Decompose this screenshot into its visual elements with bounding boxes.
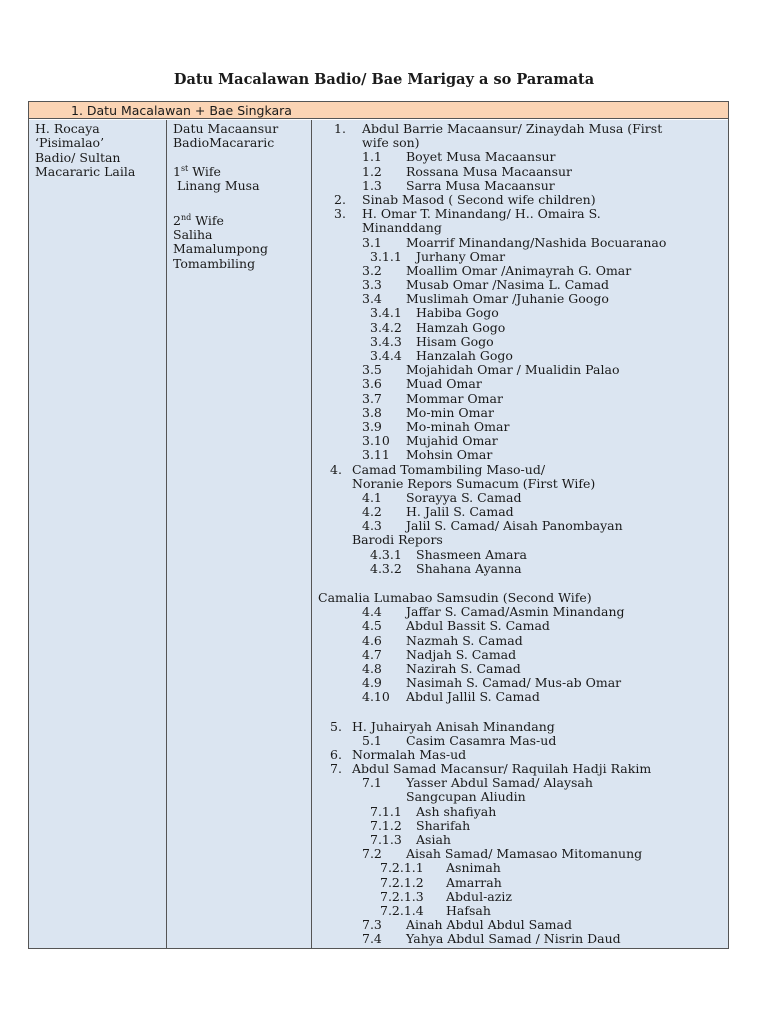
list-item-text: Mujahid Omar bbox=[406, 433, 498, 449]
list-item-number: 3.4.2 bbox=[370, 319, 402, 335]
list-item-text: Aisah Samad/ Mamasao Mitomanung bbox=[406, 846, 643, 862]
list-item-continuation bbox=[312, 576, 728, 591]
second-wife-name-line: Mamalumpong bbox=[173, 241, 269, 257]
list-item-number: 7.1.2 bbox=[370, 817, 402, 833]
list-item-number: 7.2.1.1 bbox=[380, 860, 424, 876]
list-item-text: Nazmah S. Camad bbox=[406, 632, 523, 648]
list-item-number: 3.5 bbox=[362, 362, 382, 378]
second-wife-name-line: Saliha bbox=[173, 227, 213, 243]
list-item-text: Sangcupan Aliudin bbox=[406, 789, 526, 805]
list-item-text: Sharifah bbox=[416, 817, 471, 833]
list-item-number: 3.9 bbox=[362, 418, 382, 434]
list-item-text: Ainah Abdul Abdul Samad bbox=[406, 917, 572, 933]
list-item-number: 7.2.1.4 bbox=[380, 902, 424, 918]
list-item-number: 3.11 bbox=[362, 447, 390, 463]
list-item-continuation bbox=[312, 136, 728, 150]
list-item-text: Noranie Repors Sumacum (First Wife) bbox=[352, 475, 596, 491]
list-item-number: 7.2 bbox=[362, 846, 382, 862]
list-item-number: 7.1.1 bbox=[370, 803, 402, 819]
list-item bbox=[312, 776, 728, 790]
list-item-number: 7.2.1.2 bbox=[380, 874, 424, 890]
list-item bbox=[312, 562, 728, 576]
list-item bbox=[312, 505, 728, 519]
list-item bbox=[312, 720, 728, 734]
list-item-number: 7.1.3 bbox=[370, 832, 402, 847]
list-item-number: 3.2 bbox=[362, 262, 382, 278]
list-item-text: Asiah bbox=[416, 832, 451, 847]
list-item-text: Amarrah bbox=[446, 874, 502, 890]
first-wife-heading: 1st Wife bbox=[173, 163, 221, 179]
list-item-number: 3.7 bbox=[362, 390, 382, 406]
list-item-text: Abdul Samad Macansur/ Raquilah Hadji Rakim bbox=[352, 761, 652, 777]
list-item-continuation bbox=[312, 790, 728, 804]
list-item-text: Hanzalah Gogo bbox=[416, 348, 513, 363]
page-title: Datu Macalawan Badio/ Bae Marigay a so Paramata bbox=[173, 71, 595, 88]
list-item-text: Shasmeen Amara bbox=[416, 546, 527, 562]
list-item-number: 7.3 bbox=[362, 917, 382, 933]
children-column bbox=[312, 120, 728, 948]
list-item-text: Shahana Ayanna bbox=[416, 560, 522, 576]
list-item-text: Nasimah S. Camad/ Mus-ab Omar bbox=[406, 675, 622, 691]
list-item-text: Musab Omar /Nasima L. Camad bbox=[406, 277, 610, 293]
list-item-number: 7.2.1.3 bbox=[380, 888, 424, 904]
list-item bbox=[312, 349, 728, 363]
list-item-text: Asnimah bbox=[446, 860, 501, 876]
list-item-number: 7.1 bbox=[362, 775, 382, 791]
list-item-number: 1. bbox=[334, 121, 346, 136]
list-item bbox=[312, 904, 728, 918]
list-item-continuation bbox=[312, 705, 728, 720]
list-item-text: H. Jalil S. Camad bbox=[406, 504, 514, 520]
list-item-text: Barodi Repors bbox=[352, 532, 443, 548]
list-item-number: 4.3 bbox=[362, 518, 382, 534]
second-wife-heading: 2nd Wife bbox=[173, 212, 224, 228]
list-item-number: 3.1.1 bbox=[370, 248, 402, 264]
list-item-text: Ash shafiyah bbox=[416, 803, 497, 819]
family-table bbox=[28, 101, 729, 949]
list-item bbox=[312, 833, 728, 847]
list-item-number: 4.9 bbox=[362, 675, 382, 691]
parent-column bbox=[29, 120, 167, 948]
list-item bbox=[312, 890, 728, 904]
list-item-number: 7.4 bbox=[362, 931, 382, 947]
list-item bbox=[312, 762, 728, 776]
list-item-text: Jaffar S. Camad/Asmin Minandang bbox=[406, 604, 625, 620]
list-item-text: H. Juhairyah Anisah Minandang bbox=[352, 718, 555, 734]
list-item-number: 6. bbox=[330, 746, 342, 762]
list-item-text: Nadjah S. Camad bbox=[406, 646, 517, 662]
list-item bbox=[312, 861, 728, 875]
list-item-number: 4. bbox=[330, 461, 342, 477]
list-item-text: Mo-min Omar bbox=[406, 404, 494, 420]
second-wife-name-line: Tomambiling bbox=[173, 255, 256, 271]
list-item-text: Mojahidah Omar / Mualidin Palao bbox=[406, 362, 620, 378]
list-item-number: 4.10 bbox=[362, 689, 390, 705]
list-item-number: 2. bbox=[334, 191, 346, 207]
list-item-number: 4.3.2 bbox=[370, 560, 402, 576]
list-item bbox=[312, 847, 728, 861]
spouse-column bbox=[167, 120, 312, 948]
list-item-number: 3.8 bbox=[362, 404, 382, 420]
parent-name-line: Badio/ Sultan bbox=[35, 149, 121, 165]
list-item-number: 4.2 bbox=[362, 504, 382, 520]
list-item bbox=[312, 491, 728, 505]
list-item-number: 4.6 bbox=[362, 632, 382, 648]
list-item bbox=[312, 122, 728, 136]
list-item bbox=[312, 306, 728, 320]
list-item-number: 4.7 bbox=[362, 646, 382, 662]
list-item-text: Hisam Gogo bbox=[416, 333, 494, 349]
list-item-text: Hafsah bbox=[446, 902, 491, 918]
list-item bbox=[312, 292, 728, 306]
list-item-number: 3.3 bbox=[362, 277, 382, 293]
list-item bbox=[312, 734, 728, 748]
list-item-text: wife son) bbox=[362, 135, 420, 151]
list-item-text: Abdul Bassit S. Camad bbox=[406, 618, 550, 634]
list-item bbox=[312, 321, 728, 335]
list-item-text: Muslimah Omar /Juhanie Googo bbox=[406, 291, 609, 307]
list-item-text: Abdul-aziz bbox=[446, 888, 512, 904]
list-item-number: 5.1 bbox=[362, 732, 382, 748]
list-item-text: Yahya Abdul Samad / Nisrin Daud bbox=[406, 931, 621, 947]
list-item bbox=[312, 406, 728, 420]
list-item bbox=[312, 179, 728, 193]
list-item-text: Abdul Jallil S. Camad bbox=[406, 689, 540, 705]
list-item-text: Yasser Abdul Samad/ Alaysah bbox=[406, 775, 593, 791]
list-item bbox=[312, 420, 728, 434]
list-item-number: 3.4.4 bbox=[370, 348, 402, 363]
list-item-continuation bbox=[312, 533, 728, 547]
list-item bbox=[312, 392, 728, 406]
list-item-text: Normalah Mas-ud bbox=[352, 746, 467, 762]
list-item bbox=[312, 363, 728, 377]
list-item-number: 4.4 bbox=[362, 604, 382, 620]
list-item-text: Abdul Barrie Macaansur/ Zinaydah Musa (First bbox=[362, 121, 663, 136]
list-item bbox=[312, 278, 728, 292]
list-item-text: Moallim Omar /Animayrah G. Omar bbox=[406, 262, 632, 278]
list-item bbox=[312, 519, 728, 533]
list-item-number: 5. bbox=[330, 718, 342, 734]
list-item-number: 3.1 bbox=[362, 234, 382, 250]
list-item-text: Moarrif Minandang/Nashida Bocuaranao bbox=[406, 234, 667, 250]
list-item bbox=[312, 634, 728, 648]
list-item-text: Boyet Musa Macaansur bbox=[406, 149, 556, 165]
list-item-text: Muad Omar bbox=[406, 376, 482, 392]
list-item-text: Habiba Gogo bbox=[416, 305, 499, 321]
list-item bbox=[312, 207, 728, 221]
list-item-text: Mohsin Omar bbox=[406, 447, 493, 463]
list-item-number: 4.5 bbox=[362, 618, 382, 634]
list-item bbox=[312, 236, 728, 250]
list-item-number: 3.4 bbox=[362, 291, 382, 307]
list-item-text: Casim Casamra Mas-ud bbox=[406, 732, 557, 748]
list-item bbox=[312, 548, 728, 562]
list-item-number: 3.4.3 bbox=[370, 333, 402, 349]
list-item bbox=[312, 434, 728, 448]
list-item-number: 7. bbox=[330, 761, 342, 777]
list-item-text: Sorayya S. Camad bbox=[406, 489, 522, 505]
list-item bbox=[312, 690, 728, 704]
list-item bbox=[312, 165, 728, 179]
list-item-text: Jurhany Omar bbox=[416, 248, 506, 264]
list-item bbox=[312, 648, 728, 662]
list-item bbox=[312, 193, 728, 207]
list-item bbox=[312, 448, 728, 462]
list-item-text: Sarra Musa Macaansur bbox=[406, 177, 555, 193]
list-item bbox=[312, 662, 728, 676]
list-item-text: Mommar Omar bbox=[406, 390, 503, 406]
list-item-continuation bbox=[312, 591, 728, 605]
husband-name-line: Datu Macaansur bbox=[173, 121, 279, 136]
first-wife-name: Linang Musa bbox=[177, 178, 260, 194]
table-header-row: 1. Datu Macalawan + Bae Singkara bbox=[29, 102, 728, 119]
list-item-number: 3.6 bbox=[362, 376, 382, 392]
list-item bbox=[312, 619, 728, 633]
list-item-number: 1.1 bbox=[362, 149, 382, 165]
list-item bbox=[312, 876, 728, 890]
list-item bbox=[312, 805, 728, 819]
parent-name-line: ‘Pisimalao’ bbox=[35, 135, 105, 151]
list-item-number: 3. bbox=[334, 206, 346, 222]
list-item-number: 3.4.1 bbox=[370, 305, 402, 321]
list-item bbox=[312, 463, 728, 477]
list-item bbox=[312, 250, 728, 264]
list-item bbox=[312, 377, 728, 391]
husband-name-line: BadioMacararic bbox=[173, 135, 275, 151]
list-item bbox=[312, 932, 728, 946]
list-item-number: 4.1 bbox=[362, 489, 382, 505]
list-item bbox=[312, 150, 728, 164]
list-item-number: 4.3.1 bbox=[370, 546, 402, 562]
list-item-number: 1.2 bbox=[362, 163, 382, 179]
parent-name-line: Macararic Laila bbox=[35, 163, 136, 179]
list-item-text: Rossana Musa Macaansur bbox=[406, 163, 573, 179]
list-item-text: Jalil S. Camad/ Aisah Panombayan bbox=[406, 518, 623, 534]
list-item-number: 3.10 bbox=[362, 433, 390, 449]
list-item-continuation bbox=[312, 477, 728, 491]
list-item-text: Nazirah S. Camad bbox=[406, 660, 521, 676]
list-item-text: Hamzah Gogo bbox=[416, 319, 506, 335]
list-item-number: 1.3 bbox=[362, 177, 382, 193]
list-item bbox=[312, 676, 728, 690]
list-item bbox=[312, 264, 728, 278]
parent-name-line: H. Rocaya bbox=[35, 121, 100, 136]
list-item-text: Sinab Masod ( Second wife children) bbox=[362, 191, 596, 207]
list-item-continuation bbox=[312, 221, 728, 235]
list-item bbox=[312, 605, 728, 619]
list-item-number: 4.8 bbox=[362, 660, 382, 676]
list-item-text: H. Omar T. Minandang/ H.. Omaira S. bbox=[362, 206, 601, 222]
list-item-text: Camalia Lumabao Samsudin (Second Wife) bbox=[318, 590, 592, 605]
list-item bbox=[312, 335, 728, 349]
list-item-text: Mo-minah Omar bbox=[406, 418, 510, 434]
list-item-text: Minanddang bbox=[362, 220, 442, 236]
list-item bbox=[312, 918, 728, 932]
list-item-text: Camad Tomambiling Maso-ud/ bbox=[352, 461, 546, 477]
list-item bbox=[312, 819, 728, 833]
list-item bbox=[312, 748, 728, 762]
